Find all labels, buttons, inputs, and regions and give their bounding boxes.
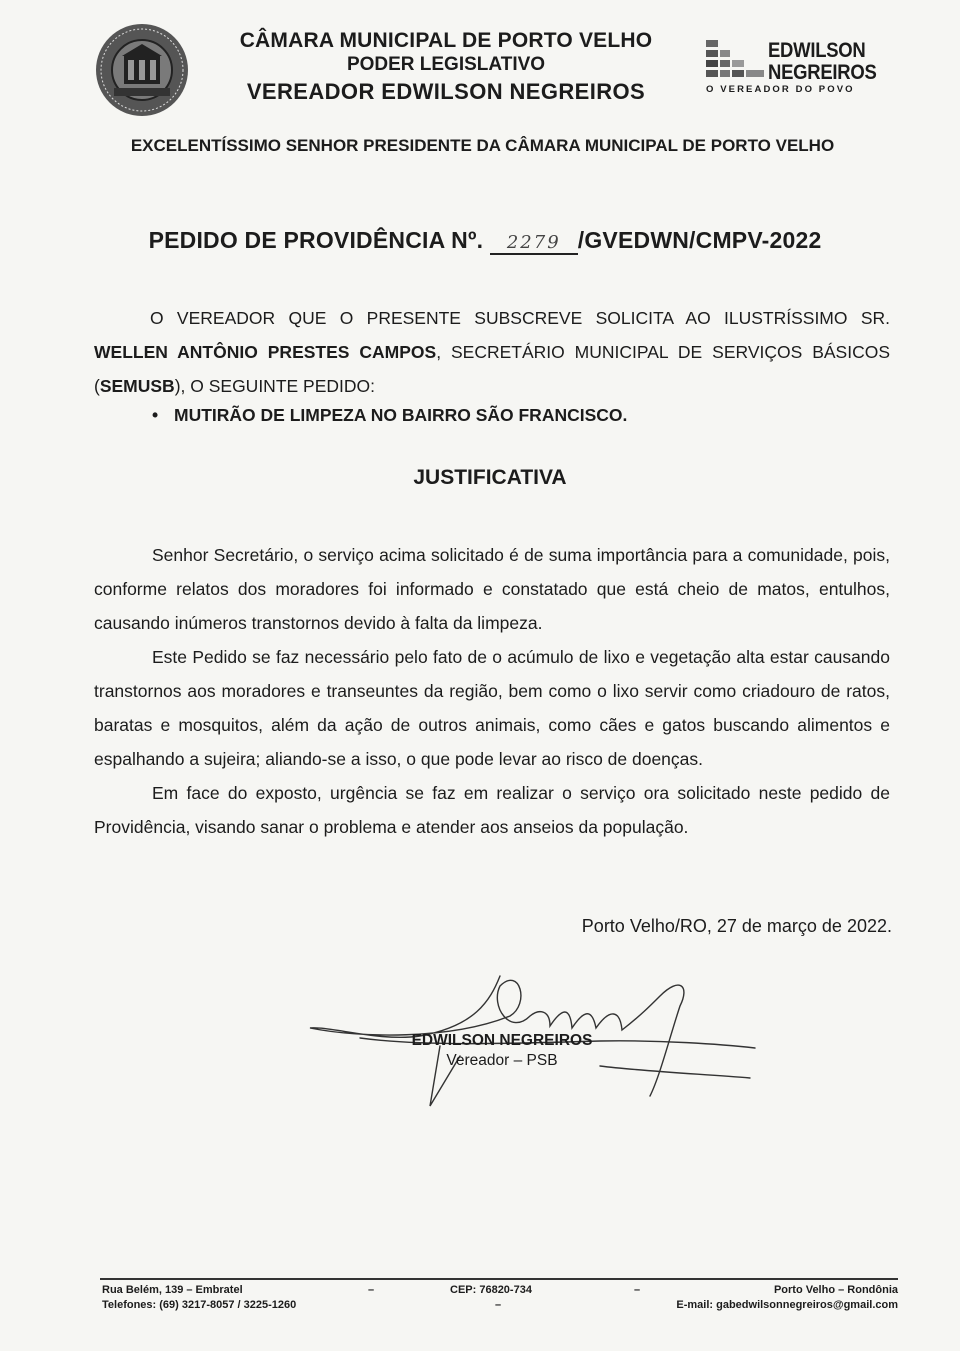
bullet-icon: • (152, 405, 159, 425)
intro-text-1: O VEREADOR QUE O PRESENTE SUBSCREVE SOLICITA AO ILUSTRÍSSIMO SR. (150, 308, 890, 328)
pedido-number: 2279 (490, 232, 578, 255)
header-branch: PODER LEGISLATIVO (346, 54, 546, 75)
justification-paragraph: Em face do exposto, urgência se faz em realizar o serviço ora solicitado neste pedido de Providência, visando sanar o problema e atender aos anseios da população. (94, 783, 890, 837)
footer-separator: – (495, 1299, 502, 1311)
footer-phones: Telefones: (69) 3217-8057 / 3225-1260 (102, 1299, 297, 1311)
addressee: EXCELENTÍSSIMO SENHOR PRESIDENTE DA CÂMARA MUNICIPAL DE PORTO VELHO (130, 136, 835, 155)
signer-role: Vereador – PSB (446, 1052, 558, 1069)
request-item-text: MUTIRÃO DE LIMPEZA NO BAIRRO SÃO FRANCISCO. (174, 405, 628, 425)
justificativa-heading: JUSTIFICATIVA (413, 466, 567, 489)
agency-acronym: SEMUSB (99, 376, 175, 396)
logo-tagline: O VEREADOR DO POVO (706, 84, 855, 95)
footer-address: Rua Belém, 139 – Embratel (102, 1284, 243, 1296)
footer-separator: – (634, 1284, 641, 1296)
footer-city: Porto Velho – Rondônia (773, 1284, 898, 1296)
bars-logo-icon (706, 38, 768, 82)
signer-name: EDWILSON NEGREIROS (411, 1032, 593, 1049)
intro-text-3: ), O SEGUINTE PEDIDO: (174, 376, 376, 396)
footer-divider (100, 1278, 898, 1280)
header-institution: CÂMARA MUNICIPAL DE PORTO VELHO (239, 29, 653, 52)
footer-cep: CEP: 76820-734 (450, 1284, 532, 1296)
edwilson-negreiros-logo (704, 38, 888, 100)
pedido-suffix: /GVEDWN/CMPV-2022 (577, 227, 822, 253)
justification-paragraph: Senhor Secretário, o serviço acima solicitado é de suma importância para a comunidade, pois, conforme relatos dos moradores foi informado e constatado que está cheio de matos, entulhos, causando inúmeros transtornos devido à falta da limpeza. (94, 545, 890, 633)
header-title-block (196, 28, 696, 107)
intro-text-2: , SECRETÁRIO MUNICIPAL DE SERVIÇOS BÁSICOS ( (94, 342, 890, 396)
footer-separator: – (368, 1284, 375, 1296)
camara-seal-logo (94, 22, 190, 118)
request-item (152, 405, 627, 426)
justification-body (94, 538, 890, 844)
footer-email: E-mail: gabedwilsonnegreiros@gmail.com (676, 1299, 898, 1311)
secretary-name: WELLEN ANTÔNIO PRESTES CAMPOS (94, 342, 437, 362)
logo-name-top: EDWILSON (768, 39, 866, 62)
pedido-title (60, 227, 910, 255)
logo-name-bottom: NEGREIROS (768, 61, 877, 84)
header-councilor: VEREADOR EDWILSON NEGREIROS (246, 79, 646, 104)
date-line: Porto Velho/RO, 27 de março de 2022. (581, 916, 892, 936)
intro-paragraph (94, 301, 890, 403)
justification-paragraph: Este Pedido se faz necessário pelo fato de o acúmulo de lixo e vegetação alta estar causando transtornos aos moradores e transeuntes da região, bem como o lixo servir como criadouro de ratos, baratas e mosquitos, além da ação de outros animais, como cães e gatos buscando alimentos e espalhando a sujeira; aliando-se a isso, o que pode levar ao risco de doenças. (94, 647, 890, 769)
pedido-prefix: PEDIDO DE PROVIDÊNCIA Nº. (148, 227, 484, 253)
